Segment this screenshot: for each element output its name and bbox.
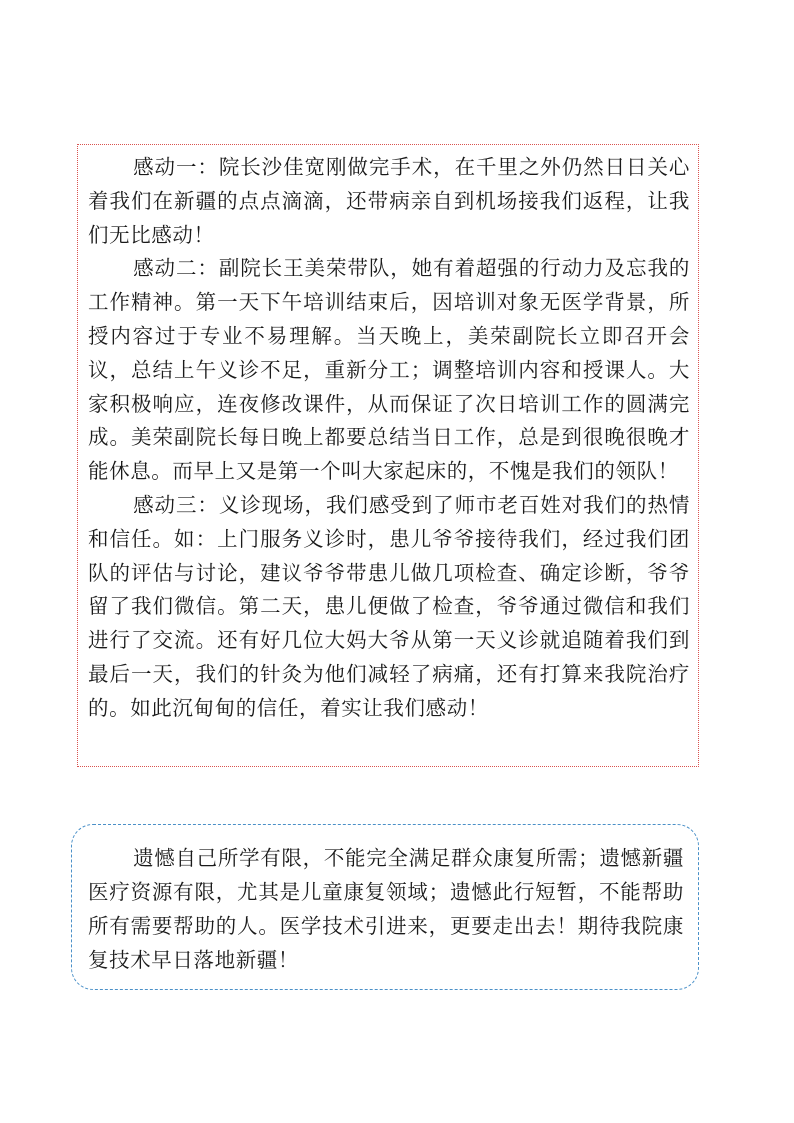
touching-moment-1: 感动一：院长沙佳宽刚做完手术，在千里之外仍然日日关心着我们在新疆的点点滴滴，还带病亲自到机场接我们返程，让我们无比感动！ bbox=[88, 155, 690, 247]
touching-moments-box bbox=[77, 144, 699, 767]
regrets-box bbox=[71, 824, 699, 990]
regrets-paragraph: 遗憾自己所学有限，不能完全满足群众康复所需；遗憾新疆医疗资源有限，尤其是儿童康复领域；遗憾此行短暂，不能帮助所有需要帮助的人。医学技术引进来，更要走出去！期待我院康复技术早日落地新疆！ bbox=[88, 846, 684, 972]
touching-moment-3: 感动三：义诊现场，我们感受到了师市老百姓对我们的热情和信任。如：上门服务义诊时，患儿爷爷接待我们，经过我们团队的评估与讨论，建议爷爷带患儿做几项检查、确定诊断，爷爷留了我们微信。第二天，患儿便做了检查，爷爷通过微信和我们进行了交流。还有好几位大妈大爷从第一天义诊就追随着我们到最后一天，我们的针灸为他们减轻了病痛，还有打算来我院治疗的。如此沉甸甸的信任，着实让我们感动！ bbox=[88, 492, 690, 720]
touching-moment-2: 感动二：副院长王美荣带队，她有着超强的行动力及忘我的工作精神。第一天下午培训结束后，因培训对象无医学背景，所授内容过于专业不易理解。当天晚上，美荣副院长立即召开会议，总结上午义诊不足，重新分工；调整培训内容和授课人。大家积极响应，连夜修改课件，从而保证了次日培训工作的圆满完成。美荣副院长每日晚上都要总结当日工作，总是到很晚很晚才能休息。而早上又是第一个叫大家起床的，不愧是我们的领队！ bbox=[88, 256, 690, 484]
